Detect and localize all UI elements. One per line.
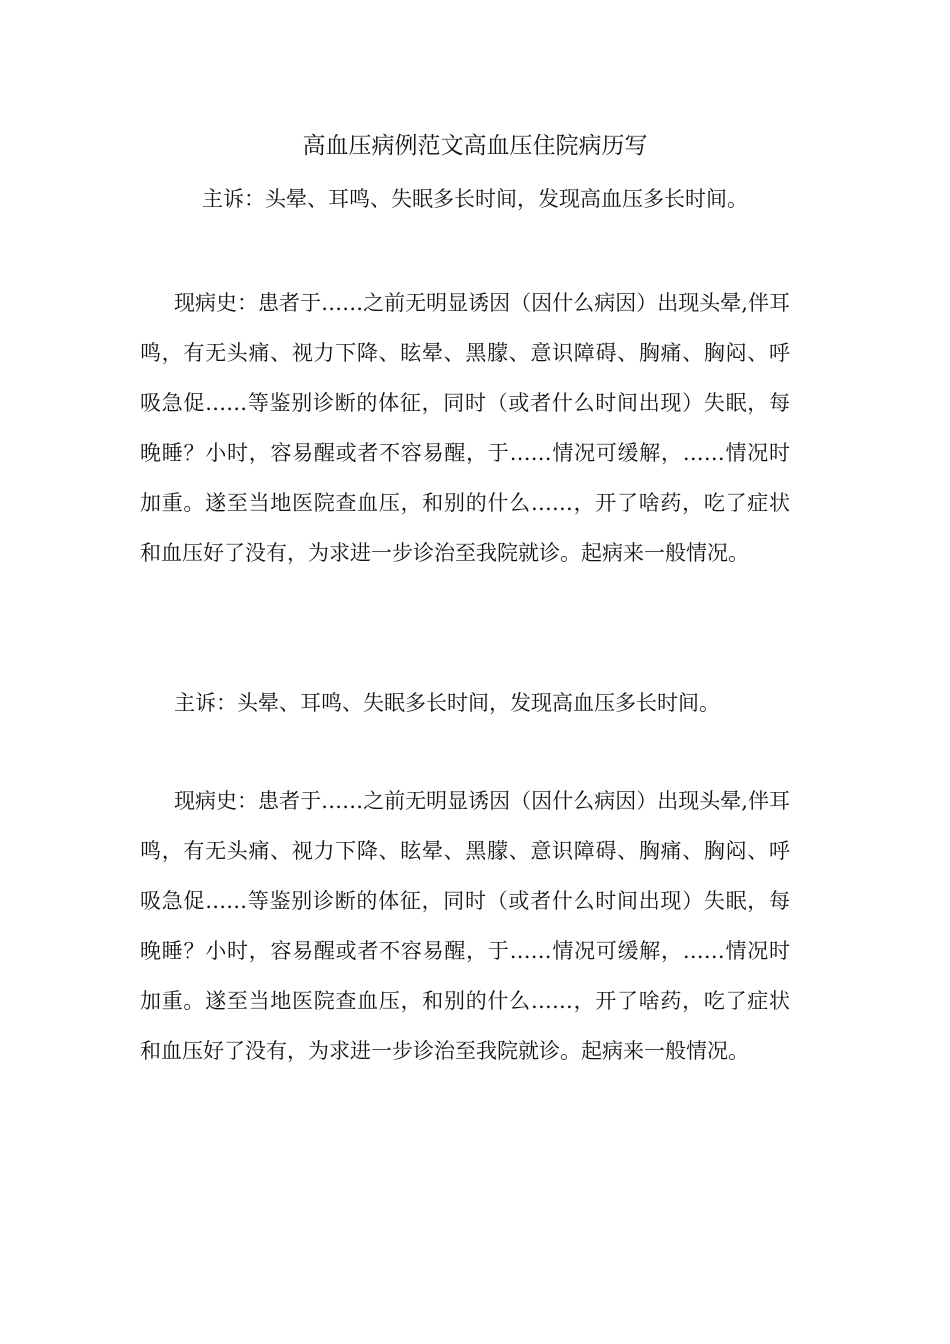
document-title: 高血压病例范文高血压住院病历写	[302, 133, 648, 159]
chief-complaint-paragraph-2: 主诉：头晕、耳鸣、失眠多长时间，发现高血压多长时间。	[174, 691, 720, 715]
present-illness-paragraph-1: 现病史：患者于……之前无明显诱因（因什么病因）出现头晕,伴耳鸣，有无头痛、视力下降、眩晕、黑朦、意识障碍、胸痛、胸闷、呼吸急促……等鉴别诊断的体征，同时（或者什么时间出现）失眠，每晚睡？小时，容易醒或者不容易醒，于……情况可缓解，……情况时加重。遂至当地医院查血压，和别的什么……，开了啥药，吃了症状和血压好了没有，为求进一步诊治至我院就诊。起病来一般情况。	[140, 291, 790, 565]
chief-complaint-heading: 主诉：头晕、耳鸣、失眠多长时间，发现高血压多长时间。	[202, 187, 748, 211]
present-illness-paragraph-2: 现病史：患者于……之前无明显诱因（因什么病因）出现头晕,伴耳鸣，有无头痛、视力下降、眩晕、黑朦、意识障碍、胸痛、胸闷、呼吸急促……等鉴别诊断的体征，同时（或者什么时间出现）失眠，每晚睡？小时，容易醒或者不容易醒，于……情况可缓解，……情况时加重。遂至当地医院查血压，和别的什么……，开了啥药，吃了症状和血压好了没有，为求进一步诊治至我院就诊。起病来一般情况。	[140, 789, 790, 1063]
